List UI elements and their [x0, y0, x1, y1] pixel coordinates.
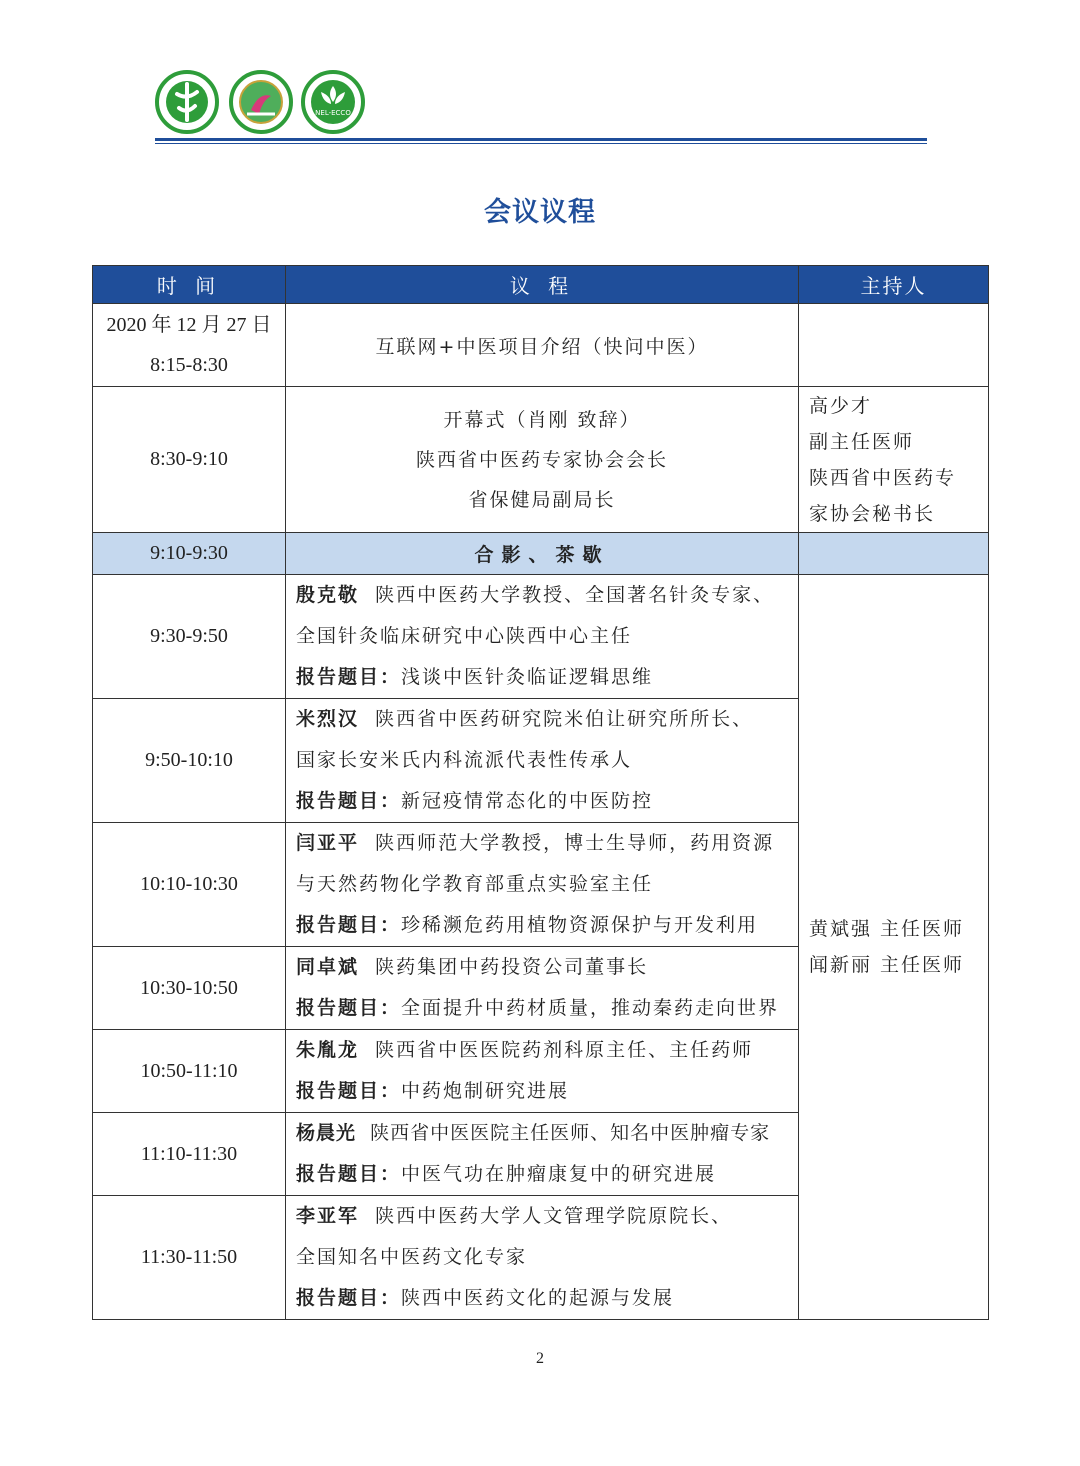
topic: 中药炮制研究进展	[401, 1080, 570, 1102]
header-rule	[155, 138, 927, 141]
agenda-cell	[286, 1196, 799, 1320]
agenda-cell	[286, 575, 799, 699]
agenda-cell	[286, 947, 799, 1030]
speaker-desc: 陕西师范大学教授，博士生导师，药用资源	[375, 832, 775, 854]
host-cell: 高少才 副主任医师 陕西省中医药专 家协会秘书长	[799, 387, 989, 533]
time-cell: 10:30-10:50	[93, 947, 286, 1030]
svg-text:NEL-ECCO: NEL-ECCO	[315, 109, 351, 117]
host-cell	[799, 533, 989, 575]
table-header-row	[93, 266, 989, 304]
time-cell: 10:10-10:30	[93, 823, 286, 947]
speaker-desc: 陕西中医药大学人文管理学院原院长、	[375, 1205, 733, 1227]
page-title: 会议议程	[484, 197, 596, 228]
time-cell: 10:50-11:10	[93, 1030, 286, 1113]
speaker-name: 闫亚平	[296, 832, 360, 854]
header-time: 时 间	[93, 266, 286, 304]
speaker-desc: 陕西省中医医院药剂科原主任、主任药师	[375, 1039, 754, 1061]
topic: 全面提升中药材质量，推动秦药走向世界	[401, 997, 780, 1019]
break-row	[93, 533, 989, 575]
time-cell: 9:50-10:10	[93, 699, 286, 823]
topic-label: 报告题目：	[296, 1287, 402, 1309]
time-cell: 2020 年 12 月 27 日 8:15-8:30	[93, 304, 286, 387]
speaker-name: 朱胤龙	[296, 1039, 360, 1061]
topic: 浅谈中医针灸临证逻辑思维	[401, 666, 654, 688]
logo-icon-3	[301, 70, 365, 134]
time-cell: 9:30-9:50	[93, 575, 286, 699]
time-cell: 11:30-11:50	[93, 1196, 286, 1320]
speaker-name: 李亚军	[296, 1205, 360, 1227]
speaker-desc: 陕西省中医药研究院米伯让研究所所长、	[375, 708, 754, 730]
time-cell: 8:30-9:10	[93, 387, 286, 533]
speaker-desc: 与天然药物化学教育部重点实验室主任	[296, 873, 654, 895]
table-row	[93, 575, 989, 699]
agenda-cell	[286, 1113, 799, 1196]
topic: 珍稀濒危药用植物资源保护与开发利用	[401, 914, 759, 936]
agenda-cell	[286, 699, 799, 823]
page-number: 2	[536, 1350, 544, 1367]
speaker-desc: 陕西中医药大学教授、全国著名针灸专家、	[375, 584, 775, 606]
agenda-cell	[286, 823, 799, 947]
header-rule-thin	[155, 143, 927, 144]
speaker-desc: 陕西省中医医院主任医师、知名中医肿瘤专家	[370, 1122, 771, 1144]
topic-label: 报告题目：	[296, 1080, 402, 1102]
table-row	[93, 387, 989, 533]
speaker-name: 同卓斌	[296, 956, 360, 978]
logo-icon-2	[229, 70, 293, 134]
topic-label: 报告题目：	[296, 1163, 402, 1185]
speaker-desc: 国家长安米氏内科流派代表性传承人	[296, 749, 633, 771]
speaker-desc: 全国知名中医药文化专家	[296, 1246, 528, 1268]
speaker-desc: 陕药集团中药投资公司董事长	[375, 956, 649, 978]
agenda-cell: 合影、茶歇	[286, 533, 799, 575]
speaker-desc: 全国针灸临床研究中心陕西中心主任	[296, 625, 633, 647]
host-cell	[799, 304, 989, 387]
topic: 陕西中医药文化的起源与发展	[401, 1287, 675, 1309]
speaker-name: 殷克敬	[296, 584, 360, 606]
agenda-cell: 开幕式（肖刚 致辞） 陕西省中医药专家协会会长 省保健局副局长	[286, 387, 799, 533]
speaker-name: 杨晨光	[296, 1122, 357, 1144]
topic-label: 报告题目：	[296, 997, 402, 1019]
topic: 中医气功在肿瘤康复中的研究进展	[401, 1163, 717, 1185]
time-cell: 9:10-9:30	[93, 533, 286, 575]
agenda-table	[92, 265, 989, 1320]
table-row	[93, 304, 989, 387]
logo-icon-1	[155, 70, 219, 134]
topic-label: 报告题目：	[296, 666, 402, 688]
agenda-cell: 互联网+中医项目介绍（快问中医）	[286, 304, 799, 387]
header-host: 主持人	[799, 266, 989, 304]
time-cell: 11:10-11:30	[93, 1113, 286, 1196]
topic-label: 报告题目：	[296, 790, 402, 812]
topic: 新冠疫情常态化的中医防控	[401, 790, 654, 812]
agenda-cell	[286, 1030, 799, 1113]
header-agenda: 议 程	[286, 266, 799, 304]
topic-label: 报告题目：	[296, 914, 402, 936]
speaker-name: 米烈汉	[296, 708, 360, 730]
sessions-host-cell: 黄斌强 主任医师 闻新丽 主任医师	[799, 575, 989, 1320]
